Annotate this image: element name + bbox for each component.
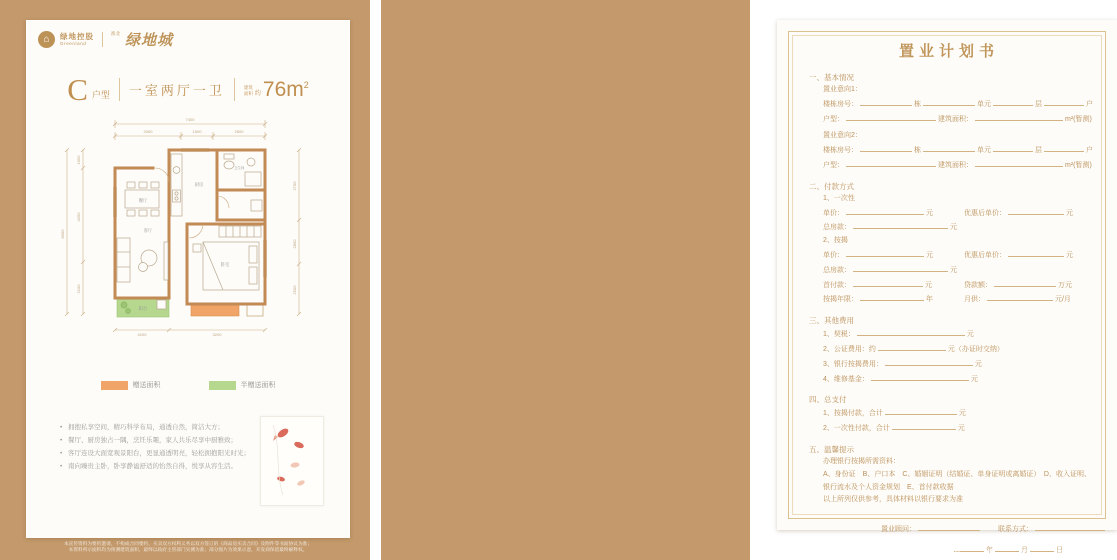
koi-illustration [260, 416, 324, 506]
row-mortgage [809, 235, 1089, 248]
logo-region: 淮北 [111, 31, 120, 36]
row-price-1 [809, 206, 1089, 221]
wan-label: 万元 [1057, 281, 1072, 289]
price-cell [823, 206, 964, 221]
disclaimer-line: 本宣传资料为要约邀请，不构成合同要约，买卖双方权利义务以双方签订的《商品房买卖合同》及附件等书面协议为准； [63, 541, 313, 547]
blank-line [846, 158, 936, 167]
row-deed-tax [809, 327, 1089, 342]
section-payment: 二、付款方式 [809, 181, 854, 191]
row-tips-docs-2: 银行流水及个人资金规划 E、首付款收据 [823, 483, 954, 491]
blank-line [1044, 143, 1084, 152]
total-mortgage-label: 1、按揭付款，合计 [823, 410, 883, 418]
dim-bottom-seg: 3200 [212, 332, 222, 337]
row-tips-note: 以上所列仅供参考，具体材料以银行要求为准 [823, 496, 963, 504]
row-downpayment [809, 278, 1089, 293]
dim-right-seg: 2500 [292, 285, 297, 295]
floorplan-page [26, 20, 350, 538]
yuan-label: 元 [957, 425, 965, 433]
dim-left-total: 8000 [60, 229, 65, 239]
blank-line [892, 421, 956, 430]
advisor-label: 置业顾问： [881, 526, 916, 534]
monthly-label: 月供： [963, 296, 985, 304]
blank-line [853, 263, 948, 272]
legend-gift-area [101, 380, 161, 390]
blank-line [993, 143, 1033, 152]
yuan-month-label: 元/月 [1054, 296, 1071, 304]
loan-label: 贷款额： [963, 281, 992, 289]
blank-line [918, 522, 980, 531]
unit-header [26, 74, 350, 105]
disc-price-cell [964, 248, 1089, 263]
yuan-label: 元 [974, 360, 982, 368]
years-label: 按揭年限： [823, 296, 858, 304]
m2-label: m²(暂测) [1065, 161, 1092, 169]
row-price-2 [809, 248, 1089, 263]
years-cell [823, 292, 964, 307]
blank-line [846, 248, 924, 257]
room-label-balcony: 阳台 [138, 306, 148, 311]
dim-right-seg: 2800 [292, 239, 297, 249]
unit-dong: 栋 [914, 147, 921, 155]
legend-half-gift-area [209, 380, 276, 390]
blank-line [885, 357, 973, 366]
room-label-dining: 餐厅 [138, 198, 148, 203]
down-cell [823, 278, 964, 293]
unit-layout: 一室两厅一卫 [128, 83, 225, 98]
yuan-label: 元 [970, 375, 978, 383]
unit-ceng: 层 [1035, 100, 1042, 108]
blank-line [1035, 522, 1105, 531]
loan-cell [964, 278, 1089, 293]
floorplan-drawing [53, 112, 323, 350]
dim-right-seg: 2700 [292, 181, 297, 191]
ornament-text: 绿 地 城 [931, 549, 963, 555]
m2-label: m²(暂测) [1065, 115, 1092, 123]
row-huxing-2 [809, 158, 1092, 173]
price-label: 单价： [823, 209, 844, 217]
month-label: 月 [1021, 547, 1028, 555]
row-intent-2 [809, 130, 1089, 143]
orange-swatch [101, 381, 128, 390]
yuan-label: 元 [925, 281, 932, 289]
area-label-bottom: 面积 [243, 91, 253, 97]
day-label: 日 [1056, 547, 1063, 555]
row-building-1 [809, 97, 1093, 112]
area-label-stack [244, 85, 253, 100]
dim-left-seg: 1650 [76, 155, 81, 165]
intent1-label: 置业意向1： [823, 86, 862, 93]
blank-line [1044, 97, 1084, 106]
disc-price-cell [964, 206, 1089, 221]
unit-dong: 栋 [914, 100, 921, 108]
building-label: 楼栋房号： [823, 147, 858, 155]
down-label: 首付款： [823, 281, 851, 289]
dim-left-seg: 4250 [76, 212, 81, 222]
price-cell [823, 248, 964, 263]
yuan-label: 元 [950, 224, 957, 232]
building-label: 楼栋房号： [823, 100, 858, 108]
yuan-label: 元 [1065, 251, 1073, 259]
blank-line [923, 143, 975, 152]
blank-line [1008, 206, 1064, 215]
blank-line [853, 220, 948, 229]
greenland-emblem-icon: ⌂ [38, 31, 55, 48]
row-mortgage-years [809, 292, 1089, 307]
selling-point: • 南向臻贵主卧，卧享静谧舒适的怡然自得，悦享从容生活。 [60, 461, 256, 472]
row-total-2 [809, 263, 1089, 278]
legend-half-gift-label: 半赠送面积 [240, 382, 276, 389]
year-label: 年 [926, 296, 933, 304]
section-basic-info: 一、基本情况 [809, 73, 854, 82]
dim-top-seg: 2600 [234, 129, 244, 134]
logo-company-cn: 绿地控股 [60, 31, 94, 41]
selling-point: • 客厅连设大面宽观景阳台，更显通透明亮，轻松拥抱阳光时光； [60, 448, 256, 459]
selling-points [60, 422, 256, 474]
blank-line [860, 143, 912, 152]
blank-line [975, 158, 1063, 167]
notary-suffix: 元（办证时交纳） [947, 345, 1004, 353]
blank-line [923, 97, 975, 106]
one-time-label: 1、一次性 [823, 194, 855, 202]
blank-line [885, 406, 957, 415]
greenland-logo [38, 29, 173, 50]
blank-line [987, 292, 1053, 301]
blank-line [846, 112, 936, 121]
row-total-1 [809, 220, 1089, 235]
legend-gift-label: 赠送面积 [132, 382, 161, 389]
blank-line [871, 372, 969, 381]
section-tips: 五、温馨提示 [809, 444, 854, 454]
ac-platform [247, 305, 263, 316]
ornament-line [817, 550, 924, 551]
ornament-line [970, 550, 1077, 551]
dim-top-seg: 1500 [192, 129, 202, 134]
room-label-living: 客厅 [143, 228, 153, 233]
dim-bottom-seg: 4200 [137, 332, 147, 337]
disclaimer-line: 本资料所示面积均为预测建筑面积，最终以政府主管部门实测为准；部分图片为效果示意，开发商保留最终解释权。 [68, 548, 308, 553]
disc-price-label: 优惠后单价： [963, 209, 1006, 217]
blank-line [857, 327, 965, 336]
yuan-label: 元 [966, 331, 974, 339]
area-label: 建筑面积： [938, 161, 973, 169]
logo-text [60, 33, 94, 47]
row-one-time [809, 193, 1089, 206]
mortgage-label: 2、按揭 [823, 237, 848, 245]
deed-tax-label: 1、契税： [823, 331, 855, 339]
footer-ornament [817, 546, 1077, 555]
disclaimer [62, 541, 315, 553]
area-legend [26, 380, 350, 390]
selling-point: • 拥抱私享空间，精巧科学布局，通透自然，简洁大方； [60, 422, 256, 433]
row-maintenance-fund [809, 372, 1089, 387]
huxing-label: 户型： [823, 115, 844, 123]
total-onetime-label: 2、一次性付款，合计 [823, 425, 890, 433]
unit-hu: 户 [1086, 147, 1093, 155]
unit-area [244, 79, 309, 100]
row-bank-fee [809, 357, 1089, 372]
logo-divider [102, 32, 103, 47]
area-approx: 约 [254, 91, 261, 97]
purchase-plan-form [809, 40, 1093, 557]
yuan-label: 元 [926, 251, 933, 259]
row-tips-intro: 办理银行按揭所需资料： [823, 457, 900, 465]
dim-left-seg: 2100 [76, 284, 81, 294]
area-number: 76m [262, 78, 304, 101]
area-value [263, 79, 309, 100]
area-sup: 2 [303, 80, 309, 90]
blank-line [860, 292, 924, 301]
room-label-kitchen: 厨房 [194, 182, 204, 187]
unit-type-label: 户型 [91, 90, 110, 100]
dim-top-total: 7400 [185, 117, 195, 122]
unit-hu: 户 [1086, 100, 1093, 108]
notary-label: 2、公证费用：约 [823, 345, 876, 353]
unit-ceng: 层 [1035, 147, 1042, 155]
room-label-bedroom: 卧室 [220, 262, 230, 267]
contact-label: 联系方式： [998, 526, 1033, 534]
selling-point: • 餐厅、厨房独占一隅，烹饪乐趣，家人共乐尽享中厨雅致； [60, 435, 256, 446]
yuan-label: 元 [958, 410, 966, 418]
price-label: 单价： [823, 251, 844, 259]
section-other-fees: 三、其他费用 [809, 316, 854, 326]
form-title: 置业计划书 [898, 43, 999, 60]
row-advisor [809, 522, 1089, 536]
row-total-mortgage [809, 406, 1089, 421]
blank-line [993, 97, 1033, 106]
unit-danyuan: 单元 [977, 100, 991, 108]
dim-top-seg: 3300 [143, 129, 153, 134]
header-separator [234, 78, 235, 101]
blank-line [975, 112, 1063, 121]
year-label: 年 [986, 547, 993, 555]
right-brochure-panel [381, 0, 1093, 560]
yuan-label: 元 [950, 266, 957, 274]
left-brochure-panel [0, 0, 370, 560]
row-intent-1 [809, 84, 1089, 97]
huxing-label: 户型： [823, 161, 844, 169]
furniture [117, 154, 262, 313]
disc-price-label: 优惠后单价： [963, 251, 1006, 259]
area-label-top: 建筑 [243, 85, 253, 91]
blank-line [994, 278, 1056, 287]
logo-brand-script: 绿地城 [125, 33, 174, 49]
monthly-cell [964, 292, 1089, 307]
unit-type-letter: C [67, 72, 88, 107]
total-label: 总房款： [823, 266, 851, 274]
row-total-onetime [809, 421, 1089, 436]
blank-line [853, 278, 923, 287]
maintenance-label: 4、维修基金： [823, 375, 869, 383]
blank-line [1008, 248, 1064, 257]
yuan-label: 元 [1065, 209, 1073, 217]
total-label: 总房款： [823, 224, 851, 232]
blank-line [860, 97, 912, 106]
koi-fish-art [261, 417, 323, 505]
row-building-2 [809, 143, 1093, 158]
bank-fee-label: 3、银行按揭费用： [823, 360, 883, 368]
row-huxing-1 [809, 112, 1092, 127]
logo-company-en: Greenland [60, 41, 87, 47]
unit-danyuan: 单元 [977, 147, 991, 155]
yuan-label: 元 [926, 209, 933, 217]
blank-line [878, 342, 946, 351]
row-notary-fee [809, 342, 1089, 357]
section-total-payment: 四、总支付 [809, 395, 847, 405]
room-label-bath: 卫生间 [233, 166, 245, 170]
header-separator [119, 78, 120, 101]
blank-line [846, 206, 924, 215]
area-label: 建筑面积： [938, 115, 973, 123]
intent2-label: 置业意向2： [823, 132, 862, 140]
green-swatch [209, 381, 236, 390]
row-tips-docs-1: A、身份证 B、户口本 C、婚姻证明（结婚证、单身证明或离婚证） D、收入证明、 [823, 470, 1091, 478]
